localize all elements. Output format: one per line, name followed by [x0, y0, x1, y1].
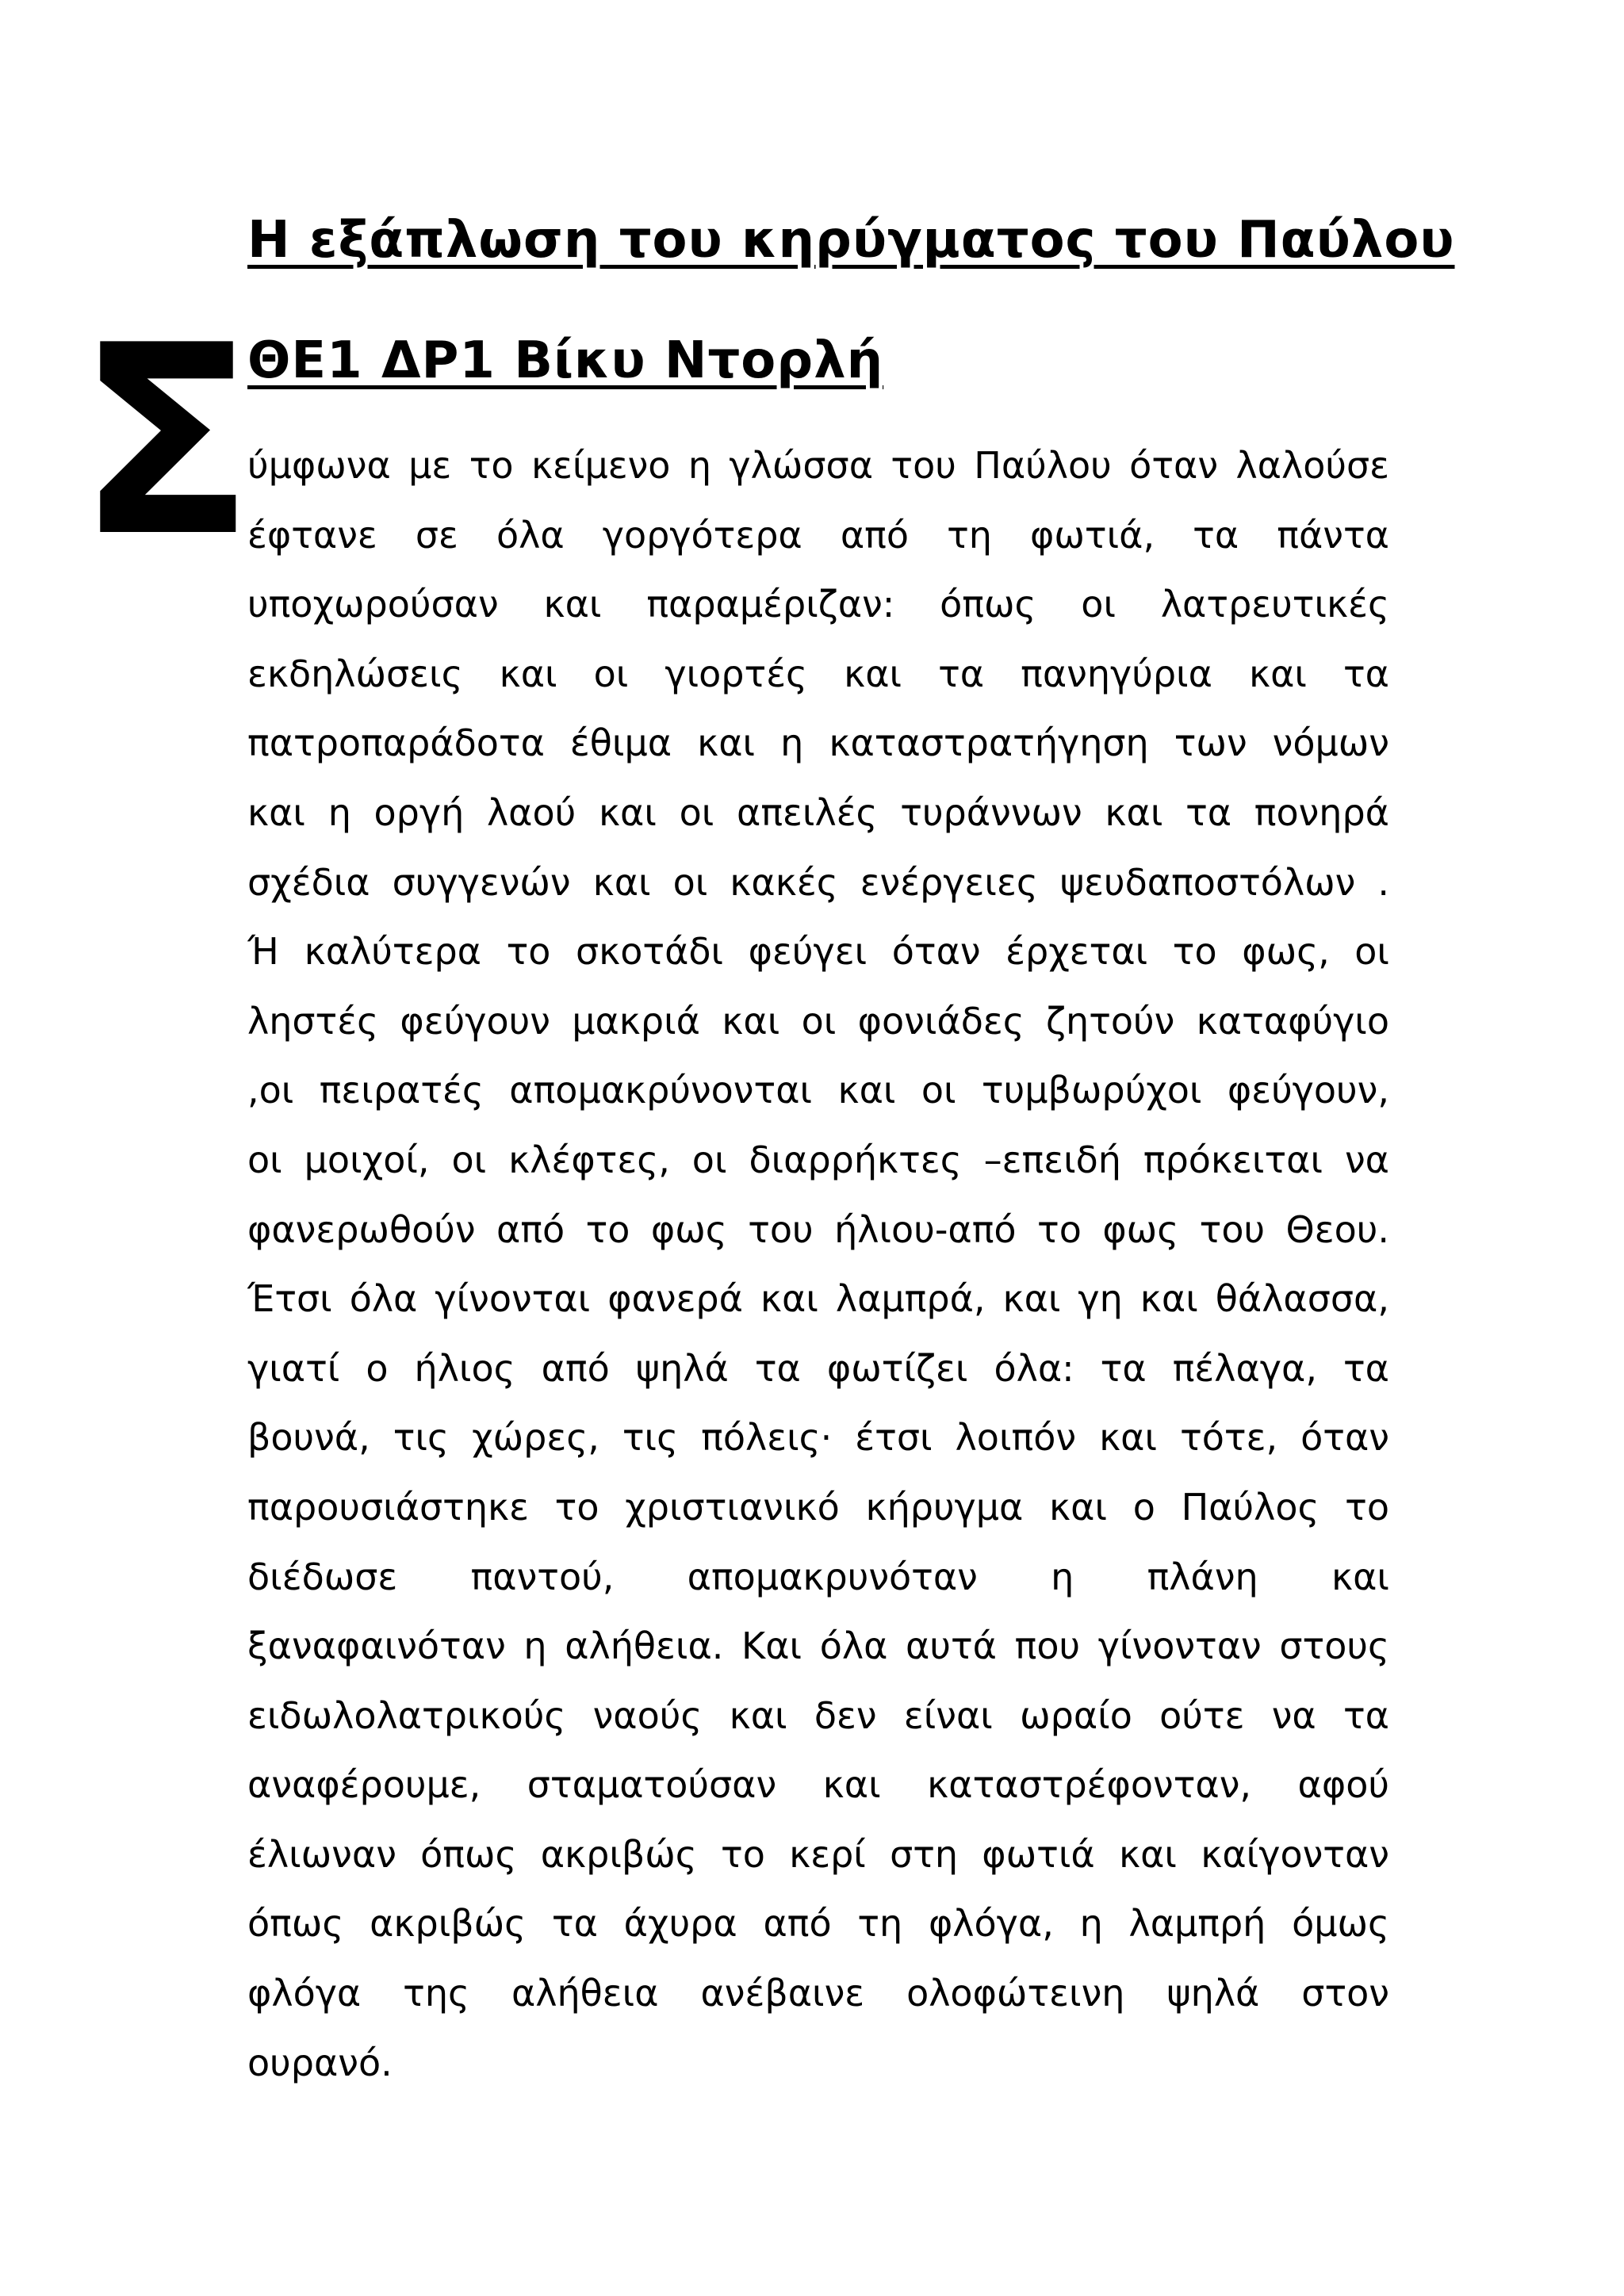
body-line: πατροπαράδοτα έθιμα και η καταστρατήγηση των νόμων [247, 721, 1389, 765]
body-line: υποχωρούσαν και παραμέριζαν: όπως οι λατρευτικές [247, 583, 1389, 626]
body-line: ,οι πειρατές απομακρύνονται και οι τυμβωρύχοι φεύγουν, [247, 1069, 1389, 1112]
body-line: αναφέρουμε, σταματούσαν και καταστρέφονταν, αφού [247, 1763, 1389, 1807]
body-line: ξαναφαινόταν η αλήθεια. Και όλα αυτά που γίνονταν στους [247, 1624, 1389, 1668]
body-line: Έτσι όλα γίνονται φανερά και λαμπρά, και γη και θάλασσα, [247, 1277, 1389, 1321]
body-line: γιατί ο ήλιος από ψηλά τα φωτίζει όλα: τα πέλαγα, τα [247, 1346, 1389, 1390]
drop-cap: Σ [76, 289, 255, 594]
body-line: έλιωναν όπως ακριβώς το κερί στη φωτιά και καίγονταν [247, 1832, 1389, 1876]
body-line: έφτανε σε όλα γοργότερα από τη φωτιά, τα πάντα [247, 513, 1389, 557]
body-line: φλόγα της αλήθεια ανέβαινε ολοφώτεινη ψηλά στον [247, 1972, 1389, 2015]
document-title: Η εξάπλωση του κηρύγματος του Παύλου [247, 211, 1455, 270]
body-line: παρουσιάστηκε το χριστιανικό κήρυγμα και ο Παύλος το [247, 1485, 1389, 1529]
body-line: οι μοιχοί, οι κλέφτες, οι διαρρήκτες –επειδή πρόκειται να [247, 1138, 1389, 1181]
body-line: ύμφωνα με το κείμενο η γλώσσα του Παύλου όταν λαλούσε [247, 444, 1389, 487]
body-line: βουνά, τις χώρες, τις πόλεις· έτσι λοιπόν και τότε, όταν [247, 1416, 1389, 1460]
body-line: και η οργή λαού και οι απειλές τυράννων και τα πονηρά [247, 790, 1389, 834]
body-line: ουρανό. [247, 2041, 393, 2084]
body-line: ληστές φεύγουν μακριά και οι φονιάδες ζητούν καταφύγιο [247, 999, 1389, 1043]
body-line: εκδηλώσεις και οι γιορτές και τα πανηγύρια και τα [247, 652, 1389, 695]
body-line: όπως ακριβώς τα άχυρα από τη φλόγα, η λαμπρή όμως [247, 1902, 1389, 1946]
body-line: φανερωθούν από το φως του ήλιου-από το φως του Θεου. [247, 1207, 1389, 1251]
body-paragraph [247, 431, 1389, 2098]
body-line: ειδωλολατρικούς ναούς και δεν είναι ωραίο ούτε να τα [247, 1693, 1389, 1737]
body-line: διέδωσε παντού, απομακρυνόταν η πλάνη και [247, 1555, 1389, 1598]
body-line: Ή καλύτερα το σκοτάδι φεύγει όταν έρχεται το φως, οι [247, 930, 1389, 974]
body-line: σχέδια συγγενών και οι κακές ενέργειες ψευδαποστόλων . [247, 860, 1389, 904]
document-subtitle: ΘΕ1 ΔΡ1 Βίκυ Ντορλή [247, 331, 884, 390]
